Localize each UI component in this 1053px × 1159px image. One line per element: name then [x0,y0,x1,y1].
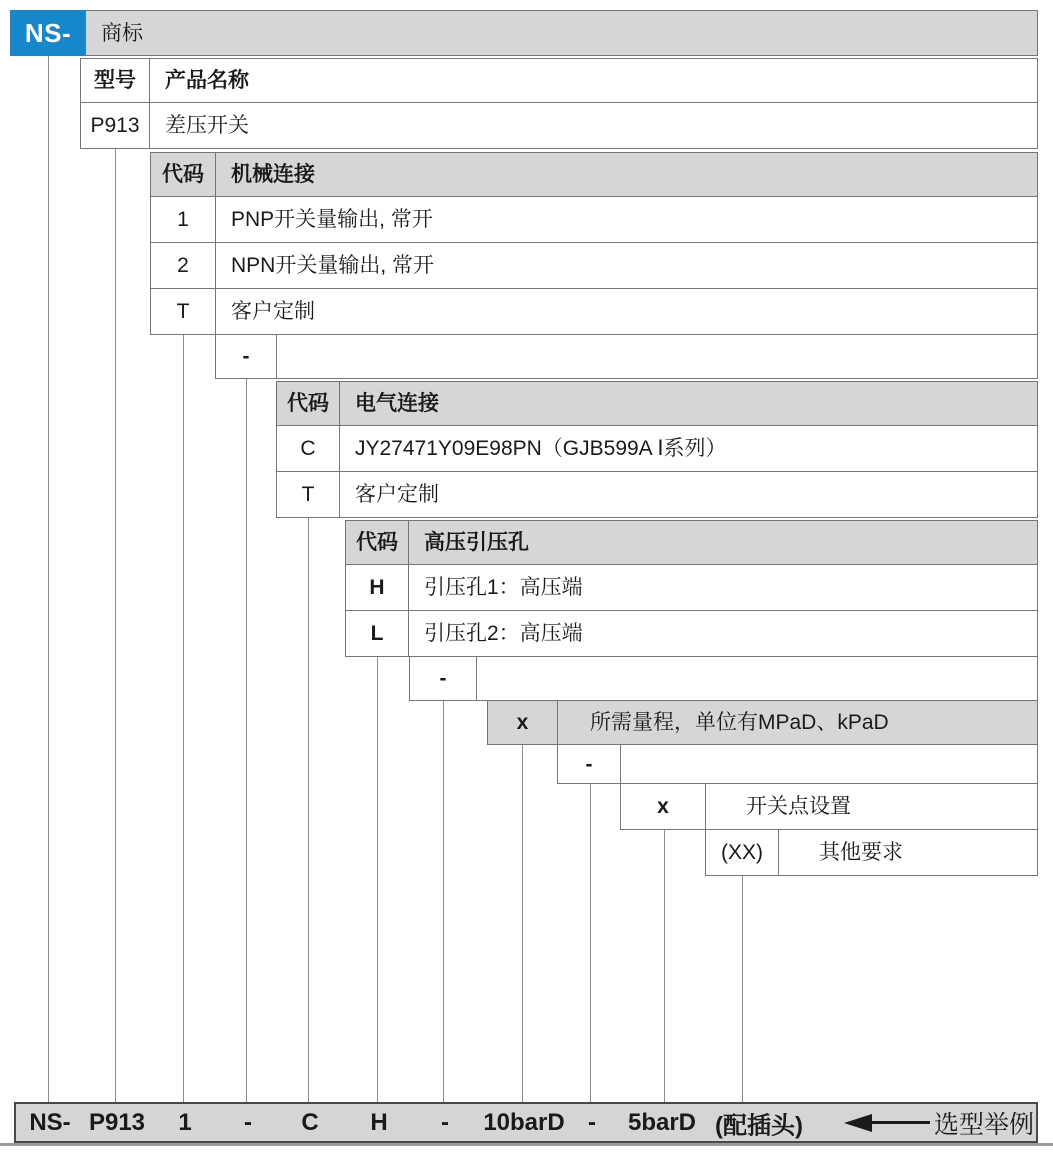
mech-row-code: T [150,288,216,335]
brand-prefix-badge: NS- [10,10,86,56]
setpoint-code-cell: x [620,783,706,830]
port-code-header: 代码 [345,520,409,565]
trademark-cell: 商标 [85,10,1038,56]
example-port: H [370,1108,388,1136]
range-code-cell: x [487,700,558,745]
model-header: 型号 [80,58,150,103]
other-label-cell: 其他要求 [778,829,1038,876]
mech-row-code: 2 [150,242,216,289]
example-setpoint: 5barD [627,1108,697,1136]
connector-range [522,745,523,1102]
product-name-header: 产品名称 [149,58,1038,103]
elec-row-code: T [276,471,340,518]
elec-row-label: JY27471Y09E98PN（GJB599A Ⅰ系列） [339,425,1038,472]
example-pointer [844,1105,1034,1141]
empty-cell [276,334,1038,379]
separator-cell: - [215,334,277,379]
connector-mechanical [183,334,184,1102]
arrow-left-icon [844,1114,872,1132]
range-label-cell: 所需量程，单位有MPaD、kPaD [557,700,1038,745]
connector-electrical [308,518,309,1102]
mech-label-header: 机械连接 [215,152,1038,197]
mech-row-label: 客户定制 [215,288,1038,335]
empty-cell [476,656,1038,701]
arrow-shaft [872,1121,930,1124]
mech-code-header: 代码 [150,152,216,197]
connector-sep2 [443,701,444,1102]
elec-code-header: 代码 [276,381,340,426]
mech-row-code: 1 [150,196,216,243]
connector-model [115,149,116,1102]
example-separator: - [588,1108,596,1136]
port-row-code: L [345,610,409,657]
connector-port [377,657,378,1102]
empty-cell [620,744,1038,784]
example-code-box [14,1102,1038,1143]
connector-brand [48,56,49,1102]
example-separator: - [441,1108,449,1136]
connector-setpoint [664,830,665,1102]
example-electrical: C [301,1108,319,1136]
product-name-cell: 差压开关 [149,102,1038,149]
connector-sep3 [590,784,591,1102]
port-label-header: 高压引压孔 [408,520,1038,565]
separator-cell: - [557,744,621,784]
connector-sep1 [246,379,247,1102]
example-mechanical: 1 [178,1108,192,1136]
other-code-cell: (XX) [705,829,779,876]
example-caption: 选型举例 [934,1110,1035,1139]
model-code-cell: P913 [80,102,150,149]
elec-row-label: 客户定制 [339,471,1038,518]
setpoint-label-cell: 开关点设置 [705,783,1038,830]
mech-row-label: NPN开关量输出, 常开 [215,242,1038,289]
connector-other [742,876,743,1102]
example-separator: - [244,1108,252,1136]
example-range: 10barD [483,1108,565,1136]
port-row-label: 引压孔2：高压端 [408,610,1038,657]
example-prefix: NS- [29,1108,71,1136]
page-bottom-rule [0,1143,1053,1146]
mech-row-label: PNP开关量输出, 常开 [215,196,1038,243]
separator-cell: - [409,656,477,701]
port-row-code: H [345,564,409,611]
example-other: (配插头) [715,1112,803,1139]
example-model: P913 [88,1108,146,1136]
port-row-label: 引压孔1：高压端 [408,564,1038,611]
elec-label-header: 电气连接 [339,381,1038,426]
elec-row-code: C [276,425,340,472]
